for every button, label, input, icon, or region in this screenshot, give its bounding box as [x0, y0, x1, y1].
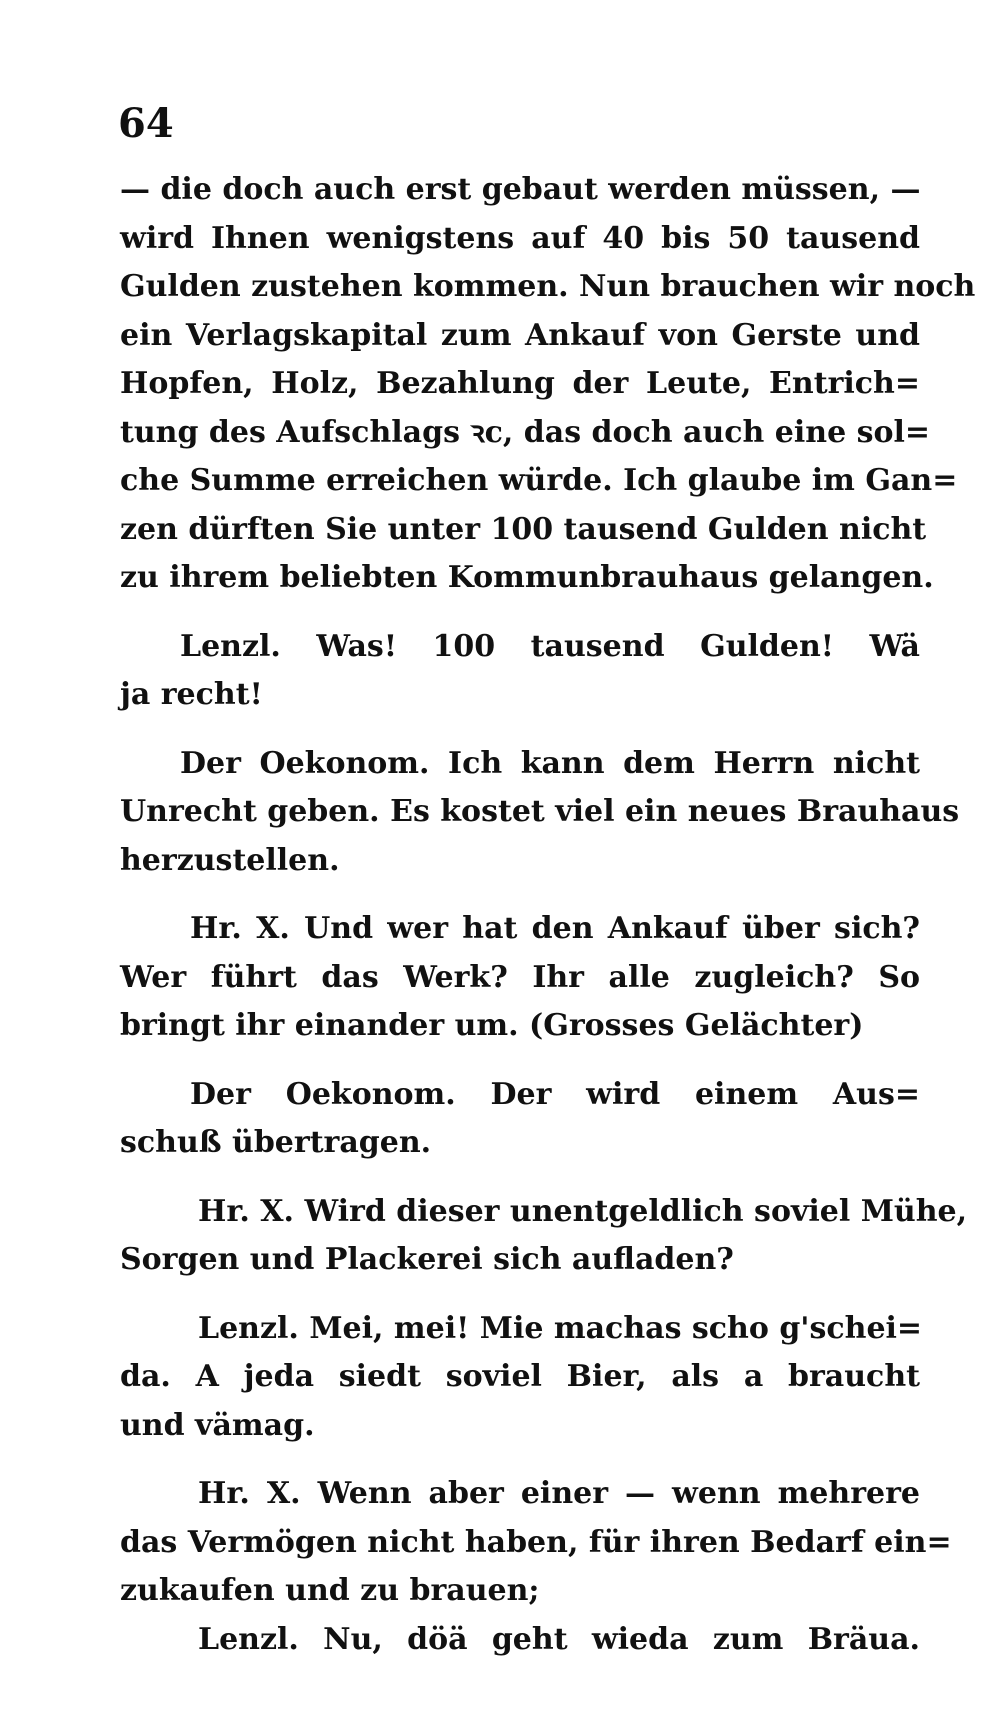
speaker-line: Lenzl. Nu, döä geht wieda zum Bräua.: [198, 1621, 920, 1657]
text-line: Sorgen und Plackerei sich aufladen?: [120, 1242, 734, 1277]
text-line: tung des Aufschlags ꝛc, das doch auch eine sol=: [120, 414, 931, 450]
text-line: ja recht!: [120, 677, 263, 712]
text-line: zu ihrem beliebten Kommunbrauhaus gelangen.: [120, 560, 934, 595]
text-line: Hopfen, Holz, Bezahlung der Leute, Entrich=: [120, 366, 920, 401]
text-line: und vämag.: [120, 1407, 315, 1443]
speaker-line: Lenzl. Was! 100 tausend Gulden! Wä: [180, 628, 920, 664]
text-line: bringt ihr einander um. (Grosses Gelächter): [120, 1008, 864, 1043]
text-line: Unrecht geben. Es kostet viel ein neues Brauhaus: [120, 794, 960, 829]
speaker-line: Hr. X. Und wer hat den Ankauf über sich?: [190, 911, 920, 946]
text-line: Wer führt das Werk? Ihr alle zugleich? So: [120, 959, 920, 995]
body-text: [120, 166, 976, 1664]
speaker-line: Hr. X. Wird dieser unentgeldlich soviel Mühe,: [198, 1193, 968, 1229]
speaker-line: Lenzl. Mei, mei! Mie machas scho g'schei=: [198, 1310, 923, 1346]
text-line: ein Verlagskapital zum Ankauf von Gerste und: [120, 317, 920, 353]
text-line: da. A jeda siedt soviel Bier, als a braucht: [120, 1359, 920, 1394]
text-line: das Vermögen nicht haben, für ihren Bedarf ein=: [120, 1524, 952, 1560]
text-line: wird Ihnen wenigstens auf 40 bis 50 tausend: [120, 220, 920, 256]
text-line: che Summe erreichen würde. Ich glaube im Gan=: [120, 463, 958, 498]
speaker-line: Hr. X. Wenn aber einer — wenn mehrere: [198, 1476, 920, 1511]
text-line: herzustellen.: [120, 842, 340, 878]
page-number: 64: [118, 100, 174, 147]
text-line: zen dürften Sie unter 100 tausend Gulden nicht: [120, 511, 927, 547]
text-line: schuß übertragen.: [120, 1125, 432, 1160]
speaker-line: Der Oekonom. Der wird einem Aus=: [190, 1076, 920, 1112]
text-line: zukaufen und zu brauen;: [120, 1573, 540, 1608]
speaker-line: Der Oekonom. Ich kann dem Herrn nicht: [180, 745, 920, 781]
text-line: — die doch auch erst gebaut werden müssen, —: [120, 172, 921, 207]
text-line: Gulden zustehen kommen. Nun brauchen wir noch: [120, 269, 976, 304]
